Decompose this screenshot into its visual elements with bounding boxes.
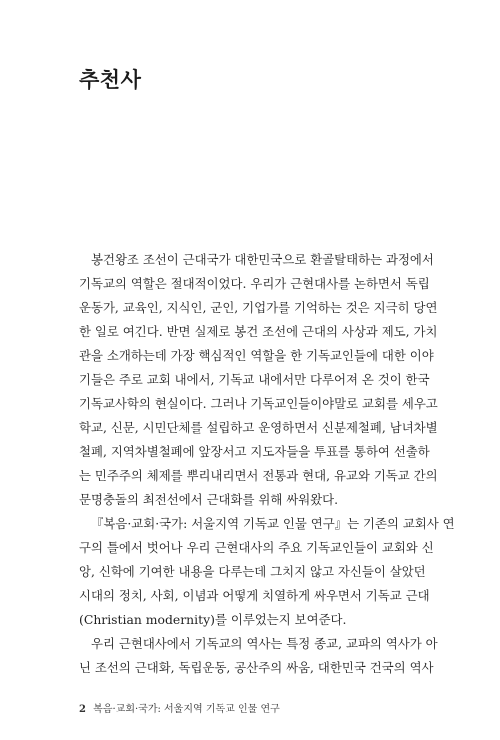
text-line: 철폐, 지역차별철폐에 앞장서고 지도자들을 투표를 통하여 선출하 bbox=[79, 444, 430, 459]
text-line: 봉건왕조 조선이 근대국가 대한민국으로 환골탈태하는 과정에서 bbox=[91, 252, 434, 267]
text-line: 구의 틀에서 벗어나 우리 근현대사의 주요 기독교인들이 교회와 신 bbox=[79, 540, 434, 555]
text-line: 우리 근현대사에서 기독교의 역사는 특정 종교, 교파의 역사가 아 bbox=[91, 636, 438, 651]
text-line: 기독교의 역할은 절대적이었다. 우리가 근현대사를 논하면서 독립 bbox=[79, 276, 430, 291]
text-line: (Christian modernity)를 이루었는지 보여준다. bbox=[79, 612, 347, 627]
page-number: 2 bbox=[79, 704, 86, 715]
text-line: 기독교사학의 현실이다. 그러나 기독교인들이야말로 교회를 세우고 bbox=[79, 396, 438, 411]
running-title: 복음·교회·국가: 서울지역 기독교 인물 연구 bbox=[93, 704, 280, 715]
text-line: 닌 조선의 근대화, 독립운동, 공산주의 싸움, 대한민국 건국의 역사 bbox=[79, 660, 434, 675]
text-line: 한 일로 여긴다. 반면 실제로 봉건 조선에 근대의 사상과 제도, 가치 bbox=[79, 324, 438, 339]
page-footer bbox=[79, 700, 280, 715]
body-text bbox=[79, 248, 455, 680]
text-line: 문명충돌의 최전선에서 근대화를 위해 싸워왔다. bbox=[79, 492, 339, 507]
text-line: 앙, 신학에 기여한 내용을 다루는데 그치지 않고 자신들이 살았던 bbox=[79, 564, 426, 579]
text-line: 관을 소개하는데 가장 핵심적인 역할을 한 기독교인들에 대한 이야 bbox=[79, 348, 434, 363]
text-line: 시대의 정치, 사회, 이념과 어떻게 치열하게 싸우면서 기독교 근대 bbox=[79, 588, 430, 603]
text-line: 는 민주주의 체제를 뿌리내리면서 전통과 현대, 유교와 기독교 간의 bbox=[79, 468, 438, 483]
page-title: 추천사 bbox=[79, 68, 142, 92]
text-line: 운동가, 교육인, 지식인, 군인, 기업가를 기억하는 것은 지극히 당연 bbox=[79, 300, 438, 315]
text-line: 학교, 신문, 시민단체를 설립하고 운영하면서 신분제철폐, 남녀차별 bbox=[79, 420, 438, 435]
text-line: 기들은 주로 교회 내에서, 기독교 내에서만 다루어져 온 것이 한국 bbox=[79, 372, 430, 387]
text-line: 『복음·교회·국가: 서울지역 기독교 인물 연구』는 기존의 교회사 연 bbox=[91, 516, 455, 531]
